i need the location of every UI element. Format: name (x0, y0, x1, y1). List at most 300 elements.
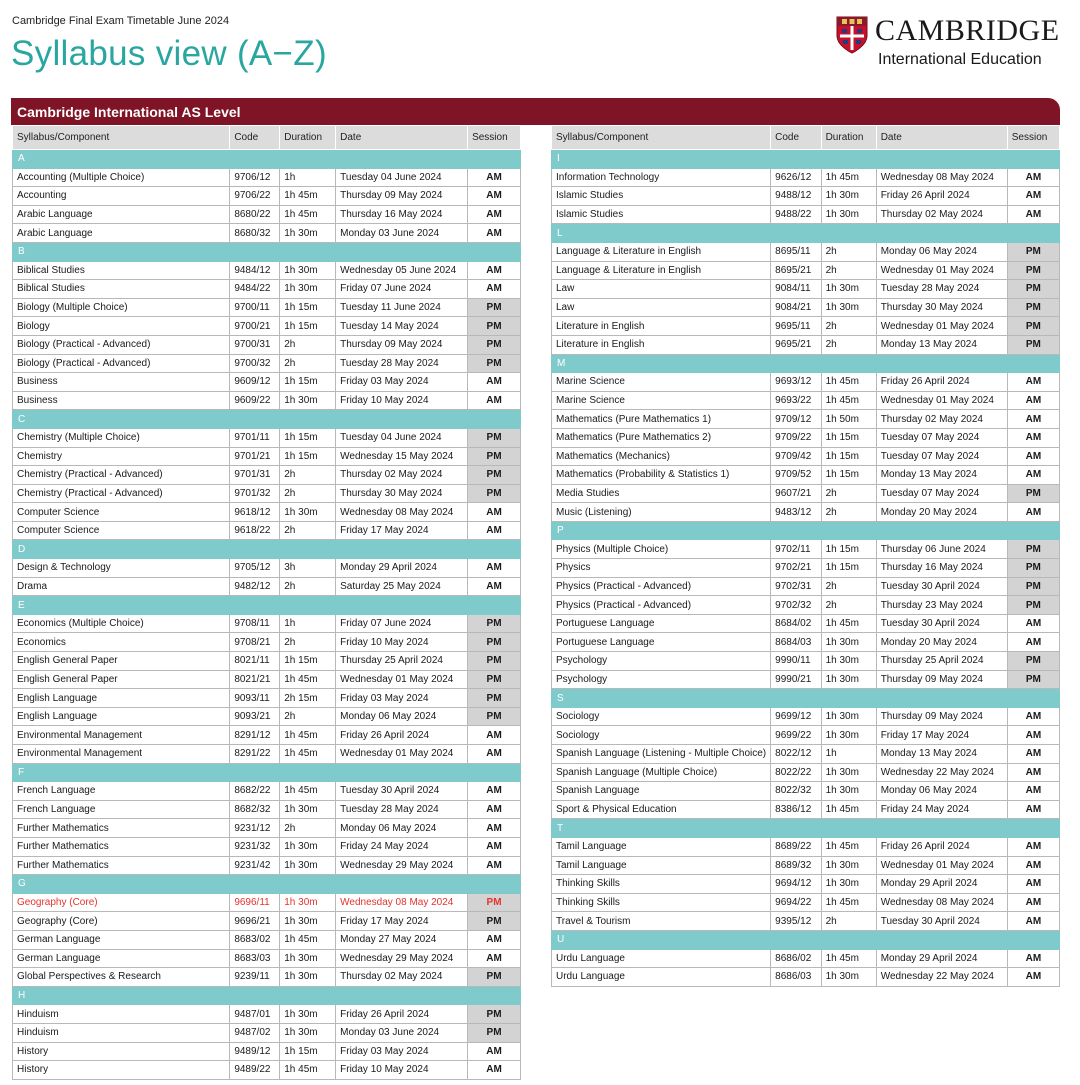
code-cell: 9700/11 (230, 298, 280, 317)
date-cell: Thursday 23 May 2024 (876, 596, 1007, 615)
session-cell: AM (1007, 373, 1059, 392)
duration-cell: 1h 15m (280, 1042, 336, 1061)
date-cell: Monday 29 April 2024 (876, 875, 1007, 894)
table-row (13, 670, 521, 689)
table-row (552, 168, 1060, 187)
syllabus-cell: Chemistry (Practical - Advanced) (13, 484, 230, 503)
session-cell: AM (468, 577, 521, 596)
col-header-code: Code (771, 126, 821, 150)
code-cell: 9706/22 (230, 187, 280, 206)
session-cell: AM (1007, 614, 1059, 633)
syllabus-cell: French Language (13, 800, 230, 819)
date-cell: Thursday 09 May 2024 (876, 707, 1007, 726)
session-cell: AM (468, 819, 521, 838)
letter-heading: D (13, 540, 521, 559)
duration-cell: 1h 30m (821, 652, 876, 671)
date-cell: Friday 07 June 2024 (336, 614, 468, 633)
table-row (552, 577, 1060, 596)
session-cell: PM (1007, 559, 1059, 578)
date-cell: Tuesday 07 May 2024 (876, 484, 1007, 503)
letter-heading: U (552, 930, 1060, 949)
table-row (13, 521, 521, 540)
table-row (13, 559, 521, 578)
syllabus-cell: Economics (Multiple Choice) (13, 614, 230, 633)
duration-cell: 1h 45m (280, 782, 336, 801)
code-cell: 8291/12 (230, 726, 280, 745)
session-cell: AM (468, 856, 521, 875)
table-row (552, 633, 1060, 652)
code-cell: 9709/12 (771, 410, 821, 429)
syllabus-cell: Physics (Multiple Choice) (552, 540, 771, 559)
session-cell: AM (468, 205, 521, 224)
session-cell: PM (468, 317, 521, 336)
date-cell: Monday 13 May 2024 (876, 745, 1007, 764)
date-cell: Thursday 06 June 2024 (876, 540, 1007, 559)
table-row (13, 819, 521, 838)
syllabus-cell: Travel & Tourism (552, 912, 771, 931)
table-row (13, 168, 521, 187)
session-cell: AM (1007, 763, 1059, 782)
duration-cell: 1h 30m (821, 782, 876, 801)
table-row (13, 949, 521, 968)
date-cell: Monday 06 May 2024 (876, 782, 1007, 801)
syllabus-cell: Chemistry (Multiple Choice) (13, 428, 230, 447)
table-row (13, 447, 521, 466)
table-row (552, 800, 1060, 819)
session-cell: PM (1007, 484, 1059, 503)
duration-cell: 2h (280, 633, 336, 652)
code-cell: 9708/11 (230, 614, 280, 633)
duration-cell: 2h (280, 484, 336, 503)
syllabus-cell: Psychology (552, 670, 771, 689)
date-cell: Thursday 02 May 2024 (876, 410, 1007, 429)
code-cell: 9700/31 (230, 335, 280, 354)
session-cell: PM (1007, 652, 1059, 671)
letter-heading: T (552, 819, 1060, 838)
table-row (552, 298, 1060, 317)
syllabus-cell: Further Mathematics (13, 819, 230, 838)
duration-cell: 1h 15m (821, 559, 876, 578)
date-cell: Wednesday 15 May 2024 (336, 447, 468, 466)
table-row (552, 596, 1060, 615)
syllabus-cell: Business (13, 373, 230, 392)
letter-row (552, 521, 1060, 540)
syllabus-cell: Mathematics (Mechanics) (552, 447, 771, 466)
table-row (13, 484, 521, 503)
date-cell: Friday 26 April 2024 (876, 373, 1007, 392)
table-row (13, 614, 521, 633)
date-cell: Thursday 02 May 2024 (876, 205, 1007, 224)
date-cell: Friday 17 May 2024 (876, 726, 1007, 745)
date-cell: Monday 06 May 2024 (876, 242, 1007, 261)
table-row (13, 428, 521, 447)
code-cell: 9484/22 (230, 280, 280, 299)
date-cell: Saturday 25 May 2024 (336, 577, 468, 596)
syllabus-cell: English General Paper (13, 670, 230, 689)
duration-cell: 1h 45m (280, 670, 336, 689)
table-row (552, 466, 1060, 485)
table-row (13, 503, 521, 522)
session-cell: AM (1007, 875, 1059, 894)
syllabus-cell: Accounting (13, 187, 230, 206)
session-cell: PM (1007, 317, 1059, 336)
syllabus-cell: Tamil Language (552, 837, 771, 856)
duration-cell: 1h 45m (280, 1061, 336, 1080)
code-cell: 9700/32 (230, 354, 280, 373)
duration-cell: 1h 15m (821, 540, 876, 559)
syllabus-cell: Sport & Physical Education (552, 800, 771, 819)
code-cell: 9618/12 (230, 503, 280, 522)
duration-cell: 1h 45m (821, 949, 876, 968)
syllabus-cell: Biology (Practical - Advanced) (13, 335, 230, 354)
logo-subtitle: International Education (878, 51, 1042, 68)
date-cell: Thursday 16 May 2024 (336, 205, 468, 224)
session-cell: AM (1007, 466, 1059, 485)
code-cell: 8682/22 (230, 782, 280, 801)
date-cell: Thursday 09 May 2024 (336, 335, 468, 354)
duration-cell: 1h 30m (280, 280, 336, 299)
duration-cell: 1h 30m (821, 875, 876, 894)
session-cell: AM (468, 800, 521, 819)
code-cell: 9699/22 (771, 726, 821, 745)
syllabus-cell: Urdu Language (552, 949, 771, 968)
code-cell: 9990/11 (771, 652, 821, 671)
duration-cell: 1h (280, 614, 336, 633)
table-row (552, 261, 1060, 280)
col-header-duration: Duration (280, 126, 336, 150)
code-cell: 8695/21 (771, 261, 821, 280)
syllabus-cell: Biblical Studies (13, 261, 230, 280)
letter-row (552, 930, 1060, 949)
table-row (552, 670, 1060, 689)
code-cell: 9231/32 (230, 837, 280, 856)
code-cell: 9607/21 (771, 484, 821, 503)
date-cell: Monday 03 June 2024 (336, 1023, 468, 1042)
syllabus-cell: Accounting (Multiple Choice) (13, 168, 230, 187)
table-row (13, 726, 521, 745)
table-row (552, 856, 1060, 875)
letter-row (552, 689, 1060, 708)
duration-cell: 2h (280, 335, 336, 354)
duration-cell: 2h 15m (280, 689, 336, 708)
document-label: Cambridge Final Exam Timetable June 2024 (12, 15, 230, 27)
table-row (13, 893, 521, 912)
letter-row (13, 150, 521, 169)
table-row (552, 949, 1060, 968)
code-cell: 9990/21 (771, 670, 821, 689)
code-cell: 8022/12 (771, 745, 821, 764)
table-row (552, 745, 1060, 764)
code-cell: 9618/22 (230, 521, 280, 540)
date-cell: Tuesday 28 May 2024 (876, 280, 1007, 299)
date-cell: Thursday 09 May 2024 (336, 187, 468, 206)
syllabus-cell: History (13, 1061, 230, 1080)
syllabus-cell: Media Studies (552, 484, 771, 503)
syllabus-cell: German Language (13, 949, 230, 968)
date-cell: Wednesday 08 May 2024 (876, 168, 1007, 187)
date-cell: Tuesday 30 April 2024 (876, 614, 1007, 633)
duration-cell: 1h 30m (821, 968, 876, 987)
code-cell: 8684/03 (771, 633, 821, 652)
duration-cell: 2h (821, 596, 876, 615)
session-cell: PM (468, 912, 521, 931)
date-cell: Wednesday 29 May 2024 (336, 949, 468, 968)
letter-heading: I (552, 150, 1060, 169)
duration-cell: 1h 30m (280, 224, 336, 243)
session-cell: PM (468, 447, 521, 466)
session-cell: PM (1007, 242, 1059, 261)
session-cell: PM (1007, 298, 1059, 317)
syllabus-cell: Chemistry (13, 447, 230, 466)
date-cell: Monday 06 May 2024 (336, 707, 468, 726)
code-cell: 9487/01 (230, 1005, 280, 1024)
duration-cell: 2h (280, 521, 336, 540)
duration-cell: 2h (280, 466, 336, 485)
date-cell: Monday 06 May 2024 (336, 819, 468, 838)
code-cell: 8683/02 (230, 930, 280, 949)
date-cell: Friday 17 May 2024 (336, 912, 468, 931)
letter-heading: F (13, 763, 521, 782)
code-cell: 9483/12 (771, 503, 821, 522)
code-cell: 9709/52 (771, 466, 821, 485)
code-cell: 9487/02 (230, 1023, 280, 1042)
date-cell: Friday 10 May 2024 (336, 391, 468, 410)
duration-cell: 1h 30m (280, 968, 336, 987)
table-row (13, 800, 521, 819)
table-row (13, 745, 521, 764)
code-cell: 9699/12 (771, 707, 821, 726)
syllabus-cell: Biology (Multiple Choice) (13, 298, 230, 317)
table-row (552, 317, 1060, 336)
table-row (552, 484, 1060, 503)
session-cell: PM (468, 652, 521, 671)
session-cell: AM (1007, 800, 1059, 819)
table-row (13, 391, 521, 410)
table-row (13, 689, 521, 708)
syllabus-cell: Geography (Core) (13, 912, 230, 931)
code-cell: 9488/22 (771, 205, 821, 224)
session-cell: PM (468, 707, 521, 726)
syllabus-cell: Spanish Language (552, 782, 771, 801)
code-cell: 8022/32 (771, 782, 821, 801)
letter-row (552, 819, 1060, 838)
session-cell: AM (1007, 633, 1059, 652)
shield-icon (836, 16, 868, 54)
timetable-right (551, 125, 1060, 987)
date-cell: Tuesday 07 May 2024 (876, 447, 1007, 466)
timetable-left (12, 125, 521, 1080)
code-cell: 9708/21 (230, 633, 280, 652)
letter-heading: B (13, 242, 521, 261)
duration-cell: 2h (280, 354, 336, 373)
table-row (552, 242, 1060, 261)
date-cell: Friday 26 April 2024 (336, 726, 468, 745)
syllabus-cell: Sociology (552, 726, 771, 745)
date-cell: Friday 24 May 2024 (336, 837, 468, 856)
code-cell: 9694/22 (771, 893, 821, 912)
date-cell: Wednesday 08 May 2024 (876, 893, 1007, 912)
syllabus-cell: Design & Technology (13, 559, 230, 578)
code-cell: 9693/12 (771, 373, 821, 392)
table-row (13, 912, 521, 931)
letter-heading: L (552, 224, 1060, 243)
date-cell: Wednesday 01 May 2024 (876, 391, 1007, 410)
duration-cell: 1h 30m (821, 763, 876, 782)
date-cell: Thursday 02 May 2024 (336, 466, 468, 485)
duration-cell: 1h 50m (821, 410, 876, 429)
session-cell: AM (1007, 168, 1059, 187)
letter-row (13, 875, 521, 894)
code-cell: 9609/12 (230, 373, 280, 392)
syllabus-cell: Hinduism (13, 1023, 230, 1042)
page-title: Syllabus view (A−Z) (11, 34, 327, 73)
duration-cell: 1h 30m (280, 912, 336, 931)
session-cell: AM (1007, 428, 1059, 447)
date-cell: Monday 13 May 2024 (876, 466, 1007, 485)
code-cell: 9093/21 (230, 707, 280, 726)
date-cell: Friday 17 May 2024 (336, 521, 468, 540)
code-cell: 9700/21 (230, 317, 280, 336)
session-cell: AM (1007, 410, 1059, 429)
syllabus-cell: Geography (Core) (13, 893, 230, 912)
table-row (13, 373, 521, 392)
code-cell: 8682/32 (230, 800, 280, 819)
syllabus-cell: Arabic Language (13, 205, 230, 224)
date-cell: Tuesday 14 May 2024 (336, 317, 468, 336)
syllabus-cell: Thinking Skills (552, 875, 771, 894)
session-cell: AM (1007, 782, 1059, 801)
letter-heading: C (13, 410, 521, 429)
session-cell: AM (468, 1061, 521, 1080)
date-cell: Friday 03 May 2024 (336, 1042, 468, 1061)
table-row (13, 187, 521, 206)
duration-cell: 2h (821, 335, 876, 354)
duration-cell: 1h 30m (280, 856, 336, 875)
date-cell: Wednesday 01 May 2024 (876, 856, 1007, 875)
session-cell: AM (468, 837, 521, 856)
session-cell: AM (1007, 856, 1059, 875)
session-cell: AM (1007, 726, 1059, 745)
session-cell: AM (1007, 968, 1059, 987)
date-cell: Tuesday 30 April 2024 (876, 912, 1007, 931)
code-cell: 9626/12 (771, 168, 821, 187)
syllabus-cell: Sociology (552, 707, 771, 726)
code-cell: 9702/32 (771, 596, 821, 615)
session-cell: AM (1007, 912, 1059, 931)
table-row (13, 837, 521, 856)
syllabus-cell: Arabic Language (13, 224, 230, 243)
syllabus-cell: English General Paper (13, 652, 230, 671)
duration-cell: 2h (821, 577, 876, 596)
syllabus-cell: Biology (13, 317, 230, 336)
code-cell: 9702/21 (771, 559, 821, 578)
duration-cell: 1h 45m (280, 930, 336, 949)
letter-row (13, 540, 521, 559)
syllabus-cell: Information Technology (552, 168, 771, 187)
letter-row (552, 224, 1060, 243)
duration-cell: 1h 15m (821, 466, 876, 485)
header-row (552, 126, 1060, 150)
session-cell: AM (1007, 391, 1059, 410)
syllabus-cell: Urdu Language (552, 968, 771, 987)
session-cell: PM (1007, 577, 1059, 596)
syllabus-cell: Mathematics (Probability & Statistics 1) (552, 466, 771, 485)
session-cell: AM (468, 559, 521, 578)
date-cell: Wednesday 01 May 2024 (876, 317, 1007, 336)
session-cell: AM (1007, 837, 1059, 856)
code-cell: 9609/22 (230, 391, 280, 410)
session-cell: AM (468, 391, 521, 410)
syllabus-cell: German Language (13, 930, 230, 949)
syllabus-cell: English Language (13, 689, 230, 708)
session-cell: PM (468, 1005, 521, 1024)
code-cell: 8686/03 (771, 968, 821, 987)
duration-cell: 1h 45m (821, 837, 876, 856)
syllabus-cell: Islamic Studies (552, 187, 771, 206)
syllabus-cell: Physics (Practical - Advanced) (552, 577, 771, 596)
code-cell: 9706/12 (230, 168, 280, 187)
session-cell: AM (468, 261, 521, 280)
duration-cell: 1h 30m (280, 949, 336, 968)
session-cell: AM (468, 168, 521, 187)
session-cell: PM (468, 335, 521, 354)
date-cell: Tuesday 28 May 2024 (336, 800, 468, 819)
code-cell: 9484/12 (230, 261, 280, 280)
date-cell: Friday 26 April 2024 (876, 187, 1007, 206)
duration-cell: 1h 45m (821, 373, 876, 392)
code-cell: 8689/22 (771, 837, 821, 856)
code-cell: 8291/22 (230, 745, 280, 764)
code-cell: 9696/11 (230, 893, 280, 912)
code-cell: 9709/22 (771, 428, 821, 447)
letter-row (552, 354, 1060, 373)
date-cell: Monday 13 May 2024 (876, 335, 1007, 354)
code-cell: 9695/21 (771, 335, 821, 354)
session-cell: AM (468, 745, 521, 764)
letter-heading: H (13, 986, 521, 1005)
syllabus-cell: Computer Science (13, 521, 230, 540)
syllabus-cell: Portuguese Language (552, 614, 771, 633)
table-row (552, 782, 1060, 801)
duration-cell: 1h 30m (821, 856, 876, 875)
code-cell: 9701/32 (230, 484, 280, 503)
code-cell: 8021/11 (230, 652, 280, 671)
session-cell: AM (468, 373, 521, 392)
session-cell: AM (468, 949, 521, 968)
duration-cell: 1h 15m (280, 317, 336, 336)
syllabus-cell: Marine Science (552, 373, 771, 392)
duration-cell: 1h 15m (821, 447, 876, 466)
code-cell: 9239/11 (230, 968, 280, 987)
duration-cell: 2h (821, 242, 876, 261)
duration-cell: 1h 15m (280, 298, 336, 317)
session-cell: PM (468, 1023, 521, 1042)
table-row (552, 912, 1060, 931)
duration-cell: 1h 30m (821, 707, 876, 726)
table-row (552, 335, 1060, 354)
table-row (552, 391, 1060, 410)
timetable-body (552, 150, 1060, 987)
timetable-body (13, 150, 521, 1080)
duration-cell: 2h (821, 484, 876, 503)
table-row (552, 428, 1060, 447)
duration-cell: 2h (280, 707, 336, 726)
code-cell: 8022/22 (771, 763, 821, 782)
duration-cell: 1h 15m (280, 447, 336, 466)
session-cell: PM (468, 484, 521, 503)
date-cell: Friday 24 May 2024 (876, 800, 1007, 819)
cambridge-logo (836, 14, 1066, 72)
